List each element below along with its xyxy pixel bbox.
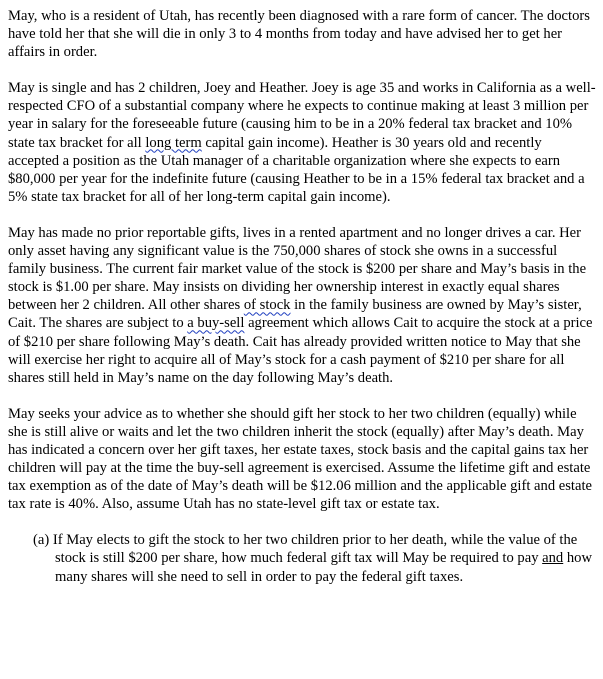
document-body	[8, 7, 596, 586]
paragraph-children-text-1: May is single and has 2 children, Joey and Heather. Joey is age 35 and works in California as a well-respected CFO of a substantial company where he expects to continue making at least 3 million per year in salary for the foreseeable future (causing him to be in a 20% federal tax bracket and 10% state tax bracket for all	[8, 80, 596, 151]
question-a	[8, 531, 596, 585]
paragraph-diagnosis-text: May, who is a resident of Utah, has recently been diagnosed with a rare form of cancer. The doctors have told her that she will die in only 3 to 4 months from today and have advised her to get her affairs in order.	[8, 8, 590, 61]
question-a-underlined-word: and	[542, 550, 564, 567]
paragraph-diagnosis	[8, 7, 596, 61]
paragraph-assets-text-2: in the family business are owned by May’s sister, Cait. The shares are subject to	[8, 297, 582, 332]
paragraph-assets-text-3: agreement which allows Cait to acquire the stock at a price of $210 per share following May’s death. Cait has already provided written notice to May that she will exercise her right to acquire all of May’s stock for a cash payment of $210 per share for all shares still held in May’s name on the day following May’s death.	[8, 315, 593, 386]
paragraph-assets-text-1: May has made no prior reportable gifts, lives in a rented apartment and no longer drives a car. Her only asset having any significant value is the 750,000 shares of stock she owns in a successful family business. The current fair market value of the stock is $200 per share and May’s basis in the stock is $1.00 per share. May insists on dividing her ownership interest in exactly equal shares between her 2 children. All other shares	[8, 224, 587, 314]
paragraph-assets	[8, 224, 596, 387]
spellcheck-flag-long-term: long term	[145, 134, 202, 151]
spellcheck-flag-a-buy-sell: a buy-sell	[187, 315, 245, 332]
question-a-text-1: If May elects to gift the stock to her two children prior to her death, while the value of the stock is still $200 per share, how much federal gift tax will May be required to pay	[52, 532, 578, 567]
paragraph-advice	[8, 405, 596, 514]
question-a-body	[53, 532, 592, 584]
spellcheck-flag-of-stock: of stock	[243, 297, 291, 314]
question-a-text-2: how many shares will she need to sell in order to pay the federal gift taxes.	[55, 550, 593, 585]
paragraph-children	[8, 79, 596, 206]
paragraph-advice-text: May seeks your advice as to whether she should gift her stock to her two children (equally) while she is still alive or waits and let the two children inherit the stock (equally) after May’s death. May has indicated a concern over her gift taxes, her estate taxes, stock basis and the capital gains tax her children will pay at the time the buy-sell agreement is exercised. Assume the lifetime gift and estate tax exemption as of the date of May’s death will be $12.06 million and the applicable gift and estate tax rate is 40%. Also, assume Utah has no state-level gift tax or estate tax.	[8, 405, 592, 513]
paragraph-children-text-2: capital gain income). Heather is 30 years old and recently accepted a position as the Utah manager of a charitable organization where she expects to earn $80,000 per year for the indefinite future (causing Heather to be in a 15% federal tax bracket and a 5% state tax bracket for all of her long-term capital gain income).	[8, 134, 585, 205]
question-a-label: (a)	[33, 532, 50, 549]
